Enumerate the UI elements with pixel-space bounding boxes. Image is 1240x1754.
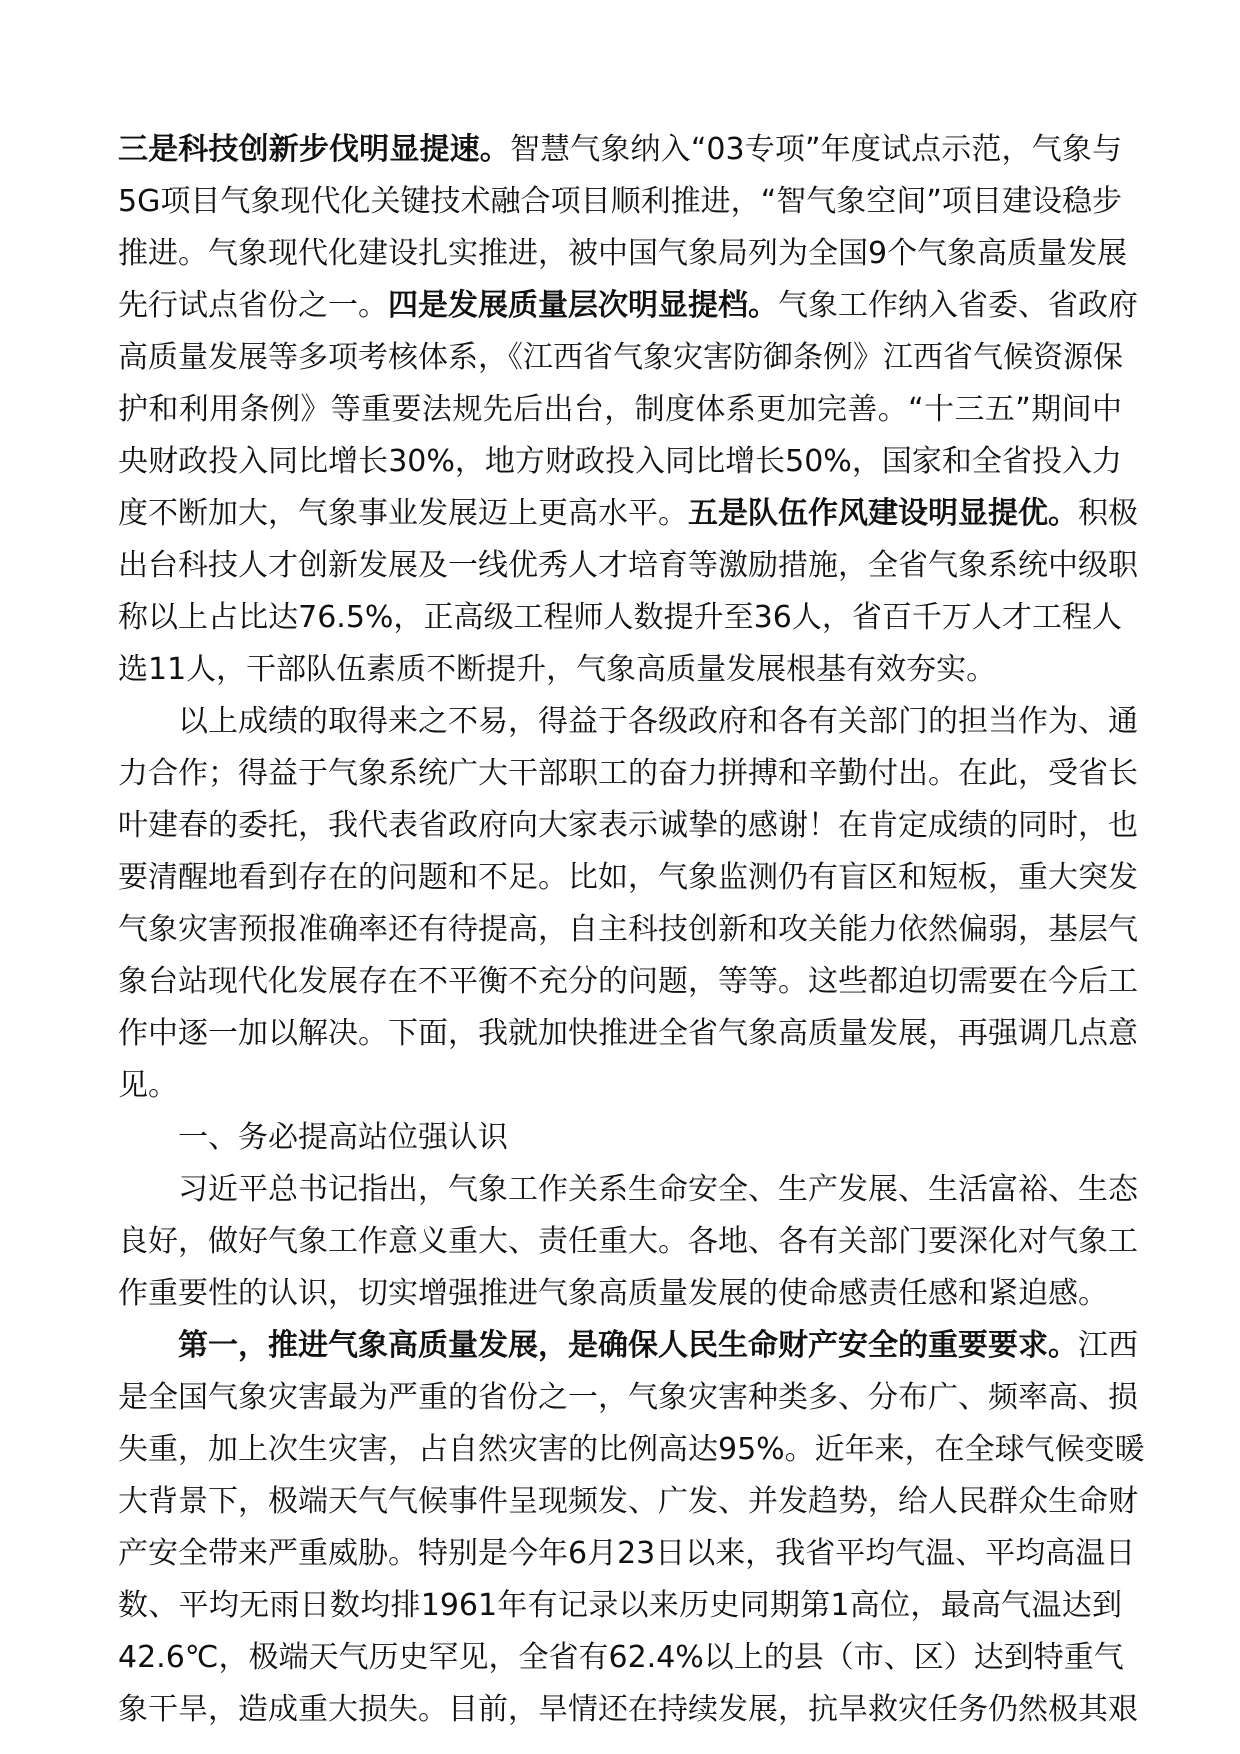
line-tail: 气象工作纳入省委、省政府	[778, 288, 1138, 323]
text-line: 高质量发展等多项考核体系，《江西省气象灾害防御条例》江西省气候资源保	[118, 340, 1123, 375]
text-line: 叶建春的委托，我代表省政府向大家表示诚挚的感谢！在肯定成绩的同时，也	[118, 808, 1138, 843]
text-line: 5G项目气象现代化关键技术融合项目顺利推进，“智气象空间”项目建设稳步	[118, 184, 1122, 219]
text-line: 是全国气象灾害最为严重的省份之一，气象灾害种类多、分布广、频率高、损	[118, 1380, 1138, 1415]
text-line: 出台科技人才创新发展及一线优秀人才培育等激励措施，全省气象系统中级职	[118, 548, 1138, 583]
text-line: 气象灾害预报准确率还有待提高，自主科技创新和攻关能力依然偏弱，基层气	[118, 912, 1138, 947]
bold-lead: 五是队伍作风建设明显提优。	[688, 496, 1078, 531]
section-heading: 一、务必提高站位强认识	[178, 1120, 508, 1155]
text-line: 见。	[118, 1068, 178, 1103]
text-line: 要清醒地看到存在的问题和不足。比如，气象监测仍有盲区和短板，重大突发	[118, 860, 1138, 895]
line-text: 智慧气象纳入“03专项”年度试点示范，气象与	[509, 132, 1123, 167]
text-line: 象干旱，造成重大损失。目前，旱情还在持续发展，抗旱救灾任务仍然极其艰	[118, 1692, 1138, 1727]
text-line: 称以上占比达76.5%，正高级工程师人数提升至36人，省百千万人才工程人	[118, 600, 1122, 635]
text-line: 央财政投入同比增长30%，地方财政投入同比增长50%，国家和全省投入力	[118, 444, 1122, 479]
text-line: 推进。气象现代化建设扎实推进，被中国气象局列为全国9个气象高质量发展	[118, 236, 1128, 271]
text-line: 护和利用条例》等重要法规先后出台，制度体系更加完善。“十三五”期间中	[118, 392, 1122, 427]
line-text: 江西	[1078, 1328, 1138, 1363]
bold-lead: 四是发展质量层次明显提档。	[388, 288, 778, 323]
line-text: 度不断加大，气象事业发展迈上更高水平。	[118, 496, 688, 531]
line-tail: 积极	[1078, 496, 1138, 531]
bold-lead: 第一，推进气象高质量发展，是确保人民生命财产安全的重要要求。	[178, 1328, 1078, 1363]
text-line: 力合作；得益于气象系统广大干部职工的奋力拼搏和辛勤付出。在此，受省长	[118, 756, 1138, 791]
paragraph-first-line: 以上成绩的取得来之不易，得益于各级政府和各有关部门的担当作为、通	[178, 704, 1138, 739]
bold-lead: 三是科技创新步伐明显提速。	[118, 132, 510, 167]
line-text: 先行试点省份之一。	[118, 288, 388, 323]
text-line: 选11人，干部队伍素质不断提升，气象高质量发展根基有效夯实。	[118, 652, 997, 687]
text-line: 产安全带来严重威胁。特别是今年6月23日以来，我省平均气温、平均高温日	[118, 1536, 1136, 1571]
text-line: 象台站现代化发展存在不平衡不充分的问题，等等。这些都迫切需要在今后工	[118, 964, 1138, 999]
text-line: 作重要性的认识，切实增强推进气象高质量发展的使命感责任感和紧迫感。	[118, 1276, 1108, 1311]
text-line: 数、平均无雨日数均排1961年有记录以来历史同期第1高位，最高气温达到	[118, 1588, 1122, 1623]
text-line: 良好，做好气象工作意义重大、责任重大。各地、各有关部门要深化对气象工	[118, 1224, 1138, 1259]
text-line	[118, 280, 1138, 332]
text-line	[118, 488, 1138, 540]
text-line	[118, 124, 1122, 176]
text-line: 42.6℃，极端天气历史罕见，全省有62.4%以上的县（市、区）达到特重气	[118, 1640, 1124, 1675]
document-body	[118, 124, 1145, 1736]
text-line: 作中逐一加以解决。下面，我就加快推进全省气象高质量发展，再强调几点意	[118, 1016, 1138, 1051]
paragraph-first-line	[118, 1320, 1138, 1372]
paragraph-first-line: 习近平总书记指出，气象工作关系生命安全、生产发展、生活富裕、生态	[178, 1172, 1138, 1207]
text-line: 大背景下，极端天气气候事件呈现频发、广发、并发趋势，给人民群众生命财	[118, 1484, 1138, 1519]
text-line: 失重，加上次生灾害，占自然灾害的比例高达95%。近年来，在全球气候变暖	[118, 1432, 1145, 1467]
